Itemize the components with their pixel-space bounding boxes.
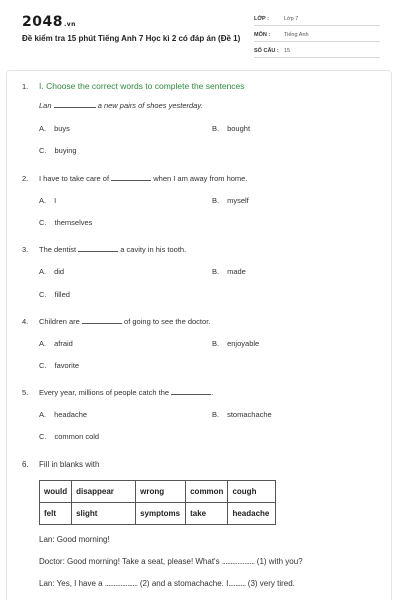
option-letter: A. xyxy=(39,196,47,205)
section-heading: I. Choose the correct words to complete the sentences xyxy=(39,81,245,91)
option-b[interactable] xyxy=(212,339,259,348)
document-header xyxy=(22,12,380,62)
meta-key: LỚP : xyxy=(254,16,269,22)
option-letter: A. xyxy=(39,267,47,276)
logo-suffix: .vn xyxy=(63,21,76,28)
sentence-after: of going to see the doctor. xyxy=(124,317,211,326)
option-b[interactable] xyxy=(212,410,272,419)
question-sentence xyxy=(39,174,247,183)
word-cell: slight xyxy=(72,503,136,525)
answer-blank xyxy=(78,246,118,252)
option-letter: A. xyxy=(39,410,47,419)
option-a[interactable] xyxy=(39,410,87,419)
word-cell: disappear xyxy=(72,481,136,503)
option-b[interactable] xyxy=(212,196,249,205)
option-c[interactable] xyxy=(39,361,79,370)
dialogue-text: (3) very tired. xyxy=(247,579,295,588)
option-letter: C. xyxy=(39,361,47,370)
answer-blank: .......... xyxy=(228,579,246,588)
word-cell: would xyxy=(40,481,72,503)
question-number: 3. xyxy=(22,245,29,254)
logo-main: 2048 xyxy=(22,14,63,30)
meta-class xyxy=(254,12,380,26)
meta-key: SỐ CÂU : xyxy=(254,48,279,54)
question-number: 1. xyxy=(22,82,29,91)
option-letter: B. xyxy=(212,267,220,276)
dialogue-line xyxy=(39,535,110,544)
option-c[interactable] xyxy=(39,290,70,299)
question-1-sentence xyxy=(39,101,203,110)
word-cell: symptoms xyxy=(136,503,186,525)
question-number: 5. xyxy=(22,388,29,397)
option-a[interactable] xyxy=(39,124,70,133)
sentence-after: . xyxy=(211,388,214,397)
option-letter: A. xyxy=(39,124,47,133)
option-text: bought xyxy=(227,124,251,133)
option-text: enjoyable xyxy=(227,339,260,348)
sentence-after: a new pairs of shoes yesterday. xyxy=(97,101,203,110)
dialogue-text: (1) with you? xyxy=(256,557,303,566)
word-cell: cough xyxy=(228,481,276,503)
option-letter: A. xyxy=(39,339,47,348)
word-cell: headache xyxy=(228,503,276,525)
word-cell: common xyxy=(186,481,228,503)
dialogue-text: Lan: Good morning! xyxy=(39,535,110,544)
question-sentence xyxy=(39,388,213,397)
dialogue-text: (2) and a stomachache. I xyxy=(139,579,229,588)
dialogue-text: Doctor: Good morning! Take a seat, please! What's xyxy=(39,557,220,566)
option-a[interactable] xyxy=(39,196,56,205)
option-c[interactable] xyxy=(39,432,99,441)
option-b[interactable] xyxy=(212,267,246,276)
question-sentence xyxy=(39,317,210,326)
question-sentence xyxy=(39,245,186,254)
option-text: common cold xyxy=(54,432,100,441)
option-letter: C. xyxy=(39,290,47,299)
word-bank-table xyxy=(39,480,276,525)
option-a[interactable] xyxy=(39,339,73,348)
dialogue-text: Lan: Yes, I have a xyxy=(39,579,103,588)
answer-blank: ................... xyxy=(104,579,138,588)
answer-blank xyxy=(54,102,96,108)
sentence-before: Every year, millions of people catch the xyxy=(39,388,170,397)
option-text: favorite xyxy=(54,361,80,370)
meta-key: MÔN : xyxy=(254,32,271,38)
word-cell: wrong xyxy=(136,481,186,503)
option-letter: C. xyxy=(39,146,47,155)
meta-value: Tiếng Anh xyxy=(284,32,309,38)
option-text: headache xyxy=(54,410,88,419)
word-cell: take xyxy=(186,503,228,525)
meta-question-count xyxy=(254,44,380,58)
option-text: themselves xyxy=(54,218,93,227)
sentence-before: I have to take care of xyxy=(39,174,110,183)
option-text: buys xyxy=(54,124,70,133)
option-letter: C. xyxy=(39,218,47,227)
option-text: filled xyxy=(54,290,70,299)
question-number: 2. xyxy=(22,174,29,183)
meta-value: 15 xyxy=(284,48,291,54)
sentence-before: The dentist xyxy=(39,245,77,254)
answer-blank xyxy=(111,175,151,181)
option-letter: B. xyxy=(212,339,220,348)
table-row xyxy=(40,503,276,525)
sentence-before: Lan xyxy=(39,101,52,110)
option-text: stomachache xyxy=(227,410,272,419)
option-b[interactable] xyxy=(212,124,250,133)
meta-value: Lớp 7 xyxy=(284,16,299,22)
dialogue-line xyxy=(39,557,303,566)
word-cell: felt xyxy=(40,503,72,525)
option-a[interactable] xyxy=(39,267,64,276)
table-row xyxy=(40,481,276,503)
answer-blank xyxy=(171,388,214,397)
meta-subject xyxy=(254,28,380,42)
sentence-after: when I am away from home. xyxy=(153,174,248,183)
document-title: Đề kiểm tra 15 phút Tiếng Anh 7 Học kì 2 có đáp án (Đề 1) xyxy=(22,34,241,43)
sentence-after: a cavity in his tooth. xyxy=(120,245,187,254)
option-text: myself xyxy=(227,196,249,205)
option-text: afraid xyxy=(54,339,73,348)
answer-blank xyxy=(82,318,122,324)
option-letter: B. xyxy=(212,196,220,205)
option-letter: C. xyxy=(39,432,47,441)
option-text: buying xyxy=(54,146,77,155)
question-number: 6. xyxy=(22,460,29,469)
question-instruction: Fill in blanks with xyxy=(39,460,100,469)
sentence-before: Children are xyxy=(39,317,80,326)
option-c[interactable] xyxy=(39,146,77,155)
option-letter: B. xyxy=(212,410,220,419)
option-text: I xyxy=(54,196,57,205)
option-c[interactable] xyxy=(39,218,92,227)
answer-blank: ................... xyxy=(221,557,255,566)
option-text: did xyxy=(54,267,65,276)
question-number: 4. xyxy=(22,317,29,326)
site-logo[interactable] xyxy=(22,14,76,30)
option-letter: B. xyxy=(212,124,220,133)
dialogue-line xyxy=(39,579,295,588)
option-text: made xyxy=(227,267,246,276)
